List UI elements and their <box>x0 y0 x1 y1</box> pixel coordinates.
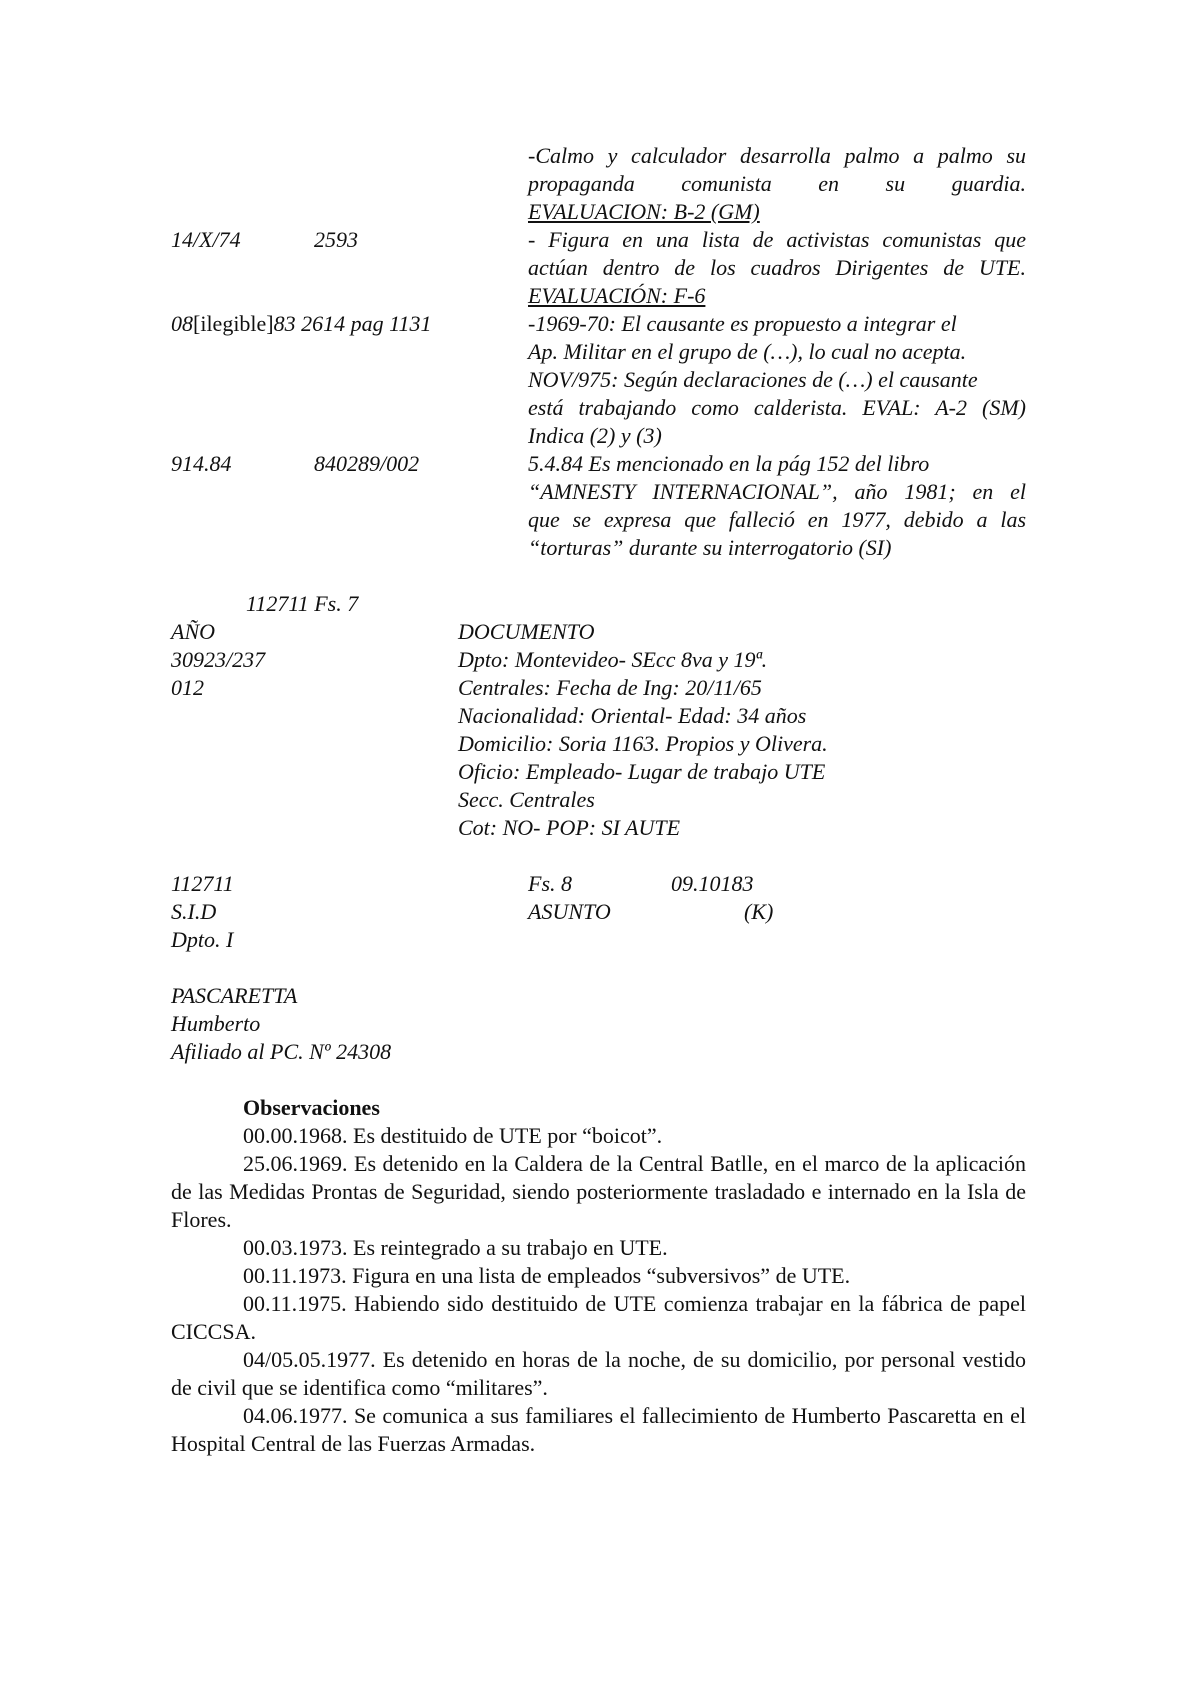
detail-line: Oficio: Empleado- Lugar de trabajo UTE <box>458 759 826 784</box>
detail-line: Cot: NO- POP: SI AUTE <box>458 815 681 840</box>
observation-paragraph: 04/05.05.1977. Es detenido en horas de la noche, de su domicilio, por personal vestido de civil que se identifica como “militares”. <box>171 1347 1026 1400</box>
header-number: 112711 <box>171 871 234 896</box>
observations-title: Observaciones <box>243 1095 380 1120</box>
entry-4-date: 914.84 <box>171 451 232 476</box>
text-line: “torturas” durante su interrogatorio (SI) <box>528 535 892 560</box>
text-line: que se expresa que falleció en 1977, debido a las <box>528 507 1026 532</box>
text-line: 5.4.84 Es mencionado en la pág 152 del libro <box>528 451 930 476</box>
text-line: actúan dentro de los cuadros Dirigentes de UTE. <box>528 255 1026 280</box>
observation-paragraph: 04.06.1977. Se comunica a sus familiares el fallecimiento de Humberto Pascaretta en el Hospital Central de las Fuerzas Armadas. <box>171 1403 1026 1456</box>
entry-2-number: 2593 <box>314 227 358 252</box>
entry-4-number: 840289/002 <box>314 451 420 476</box>
observations-body <box>171 1122 1026 1458</box>
header-date: 09.10183 <box>671 871 754 896</box>
entry-4-text <box>528 450 1026 562</box>
detail-line: Nacionalidad: Oriental- Edad: 34 años <box>458 703 807 728</box>
detail-line: Secc. Centrales <box>458 787 595 812</box>
entry-3-text <box>528 310 1026 450</box>
text-line: - Figura en una lista de activistas comunistas que <box>528 227 1026 252</box>
observation-paragraph: 00.11.1975. Habiendo sido destituido de UTE comienza trabajar en la fábrica de papel CICCSA. <box>171 1291 1026 1344</box>
header-department: Dpto. I <box>171 927 234 952</box>
header-letter: (K) <box>744 899 774 924</box>
entry-1-text <box>528 142 1026 226</box>
detail-line: Centrales: Fecha de Ing: 20/11/65 <box>458 675 762 700</box>
ficha-code-2: 012 <box>171 675 204 700</box>
header-subject: ASUNTO <box>528 899 611 924</box>
column-header-document: DOCUMENTO <box>458 619 595 644</box>
person-surname: PASCARETTA <box>171 983 298 1008</box>
ficha-details <box>458 646 1018 842</box>
detail-line: Dpto: Montevideo- SEcc 8va y 19ª. <box>458 647 768 672</box>
entry-2-text <box>528 226 1026 310</box>
entry-3-date: 08[ilegible]83 2614 pag 1131 <box>171 311 432 336</box>
observation-paragraph: 25.06.1969. Es detenido en la Caldera de la Central Batlle, en el marco de la aplicación de las Medidas Prontas de Seguridad, siendo posteriormente trasladado e internado en la Isla de Flores. <box>171 1151 1026 1232</box>
column-header-year: AÑO <box>171 619 215 644</box>
observation-paragraph: 00.03.1973. Es reintegrado a su trabajo en UTE. <box>243 1235 668 1260</box>
observation-paragraph: 00.00.1968. Es destituido de UTE por “boicot”. <box>243 1123 663 1148</box>
text-line: NOV/975: Según declaraciones de (…) el causante <box>528 367 978 392</box>
ficha-code-1: 30923/237 <box>171 647 266 672</box>
text-line: propaganda comunista en su guardia. <box>528 171 1026 196</box>
entry-2-date: 14/X/74 <box>171 227 241 252</box>
text-line: -1969-70: El causante es propuesto a integrar el <box>528 311 957 336</box>
evaluation-line: EVALUACIÓN: F-6 <box>528 283 706 308</box>
text-line: Ap. Militar en el grupo de (…), lo cual no acepta. <box>528 339 967 364</box>
evaluation-line: EVALUACION: B-2 (GM) <box>528 199 760 224</box>
file-reference: 112711 Fs. 7 <box>246 591 359 616</box>
detail-line: Domicilio: Soria 1163. Propios y Olivera. <box>458 731 828 756</box>
text-line: está trabajando como calderista. EVAL: A-2 (SM) <box>528 395 1026 420</box>
person-affiliation: Afiliado al PC. Nº 24308 <box>171 1039 392 1064</box>
text-line: -Calmo y calculador desarrolla palmo a palmo su <box>528 143 1026 168</box>
text-line: “AMNESTY INTERNACIONAL”, año 1981; en el <box>528 479 1026 504</box>
person-name: Humberto <box>171 1011 261 1036</box>
text-line: Indica (2) y (3) <box>528 423 662 448</box>
observation-paragraph: 00.11.1973. Figura en una lista de empleados “subversivos” de UTE. <box>243 1263 851 1288</box>
header-office: S.I.D <box>171 899 217 924</box>
header-folio: Fs. 8 <box>528 871 572 896</box>
